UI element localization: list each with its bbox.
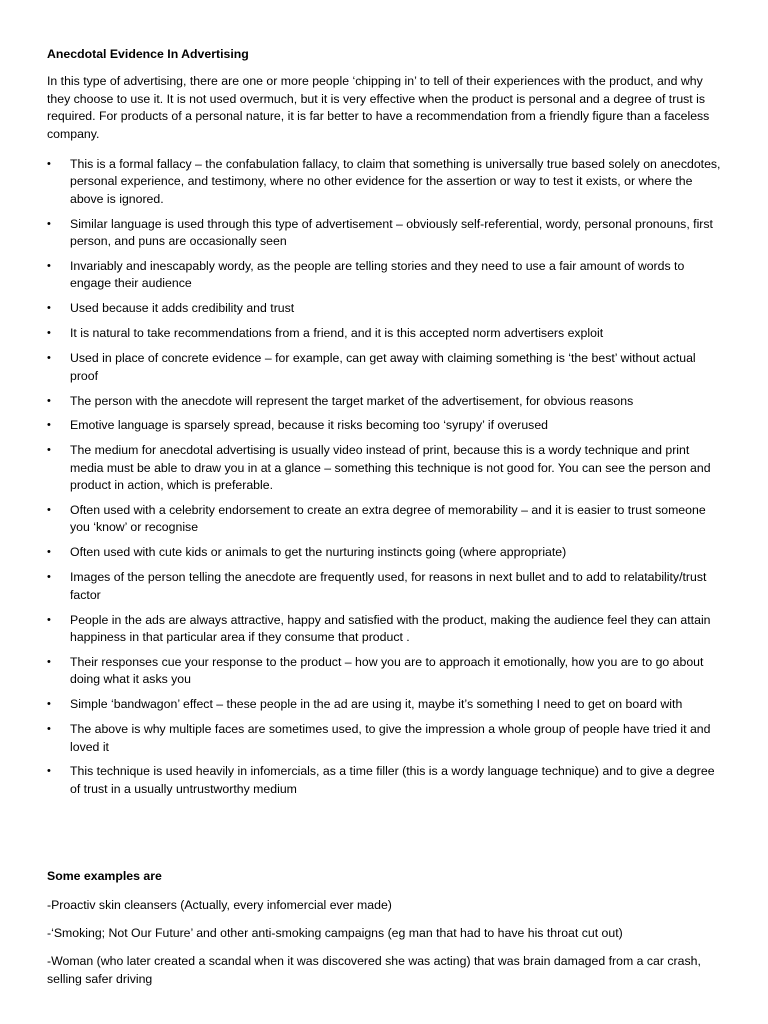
bullet-text: Their responses cue your response to the product – how you are to approach it emotionally, how you are to go about doing what it asks you — [70, 654, 704, 687]
bullet-icon: • — [47, 546, 51, 559]
bullet-text: Used because it adds credibility and trust — [70, 301, 295, 316]
bullet-text: Invariably and inescapably wordy, as the people are telling stories and they need to use a fair amount of words to engage their audience — [70, 259, 685, 291]
bullet-icon: • — [47, 698, 51, 711]
bullet-item — [47, 325, 723, 342]
bullet-item — [47, 350, 723, 385]
bullet-item — [47, 502, 723, 537]
bullet-text: Simple ‘bandwagon’ effect – these people in the ad are using it, maybe it’s something I need to get on board with — [70, 697, 683, 712]
bullet-text: The medium for anecdotal advertising is usually video instead of print, because this is a wordy technique and print media must be able to draw you in at a glance – something this technique is not good for. You can see the person and product in action, which is preferable. — [70, 443, 711, 493]
bullet-item — [47, 721, 723, 756]
bullet-item — [47, 696, 723, 713]
bullet-text: Often used with a celebrity endorsement to create an extra degree of memorability – and it is easier to trust someone you ‘know’ or recognise — [70, 503, 706, 535]
bullet-icon: • — [47, 613, 51, 626]
bullet-icon: • — [47, 765, 51, 778]
bullet-icon: • — [47, 444, 51, 457]
bullet-icon: • — [47, 394, 51, 407]
example-item: -Proactiv skin cleansers (Actually, every infomercial ever made) — [47, 897, 392, 912]
bullet-text: This is a formal fallacy – the confabulation fallacy, to claim that something is universally true based solely on anecdotes, personal experience, and testimony, where no other evidence for the assertion or way to test it exists, or where the above is ignored. — [70, 157, 721, 206]
bullet-item — [47, 156, 723, 208]
bullet-icon: • — [47, 327, 51, 340]
bullet-icon: • — [47, 217, 51, 230]
bullet-icon: • — [47, 352, 51, 365]
document-page — [47, 46, 723, 999]
bullet-item — [47, 612, 723, 647]
bullet-text: It is natural to take recommendations from a friend, and it is this accepted norm advertisers exploit — [70, 326, 604, 341]
bullet-text: Images of the person telling the anecdote are frequently used, for reasons in next bullet and to add to relatability/trust factor — [70, 570, 707, 602]
bullet-icon: • — [47, 260, 51, 273]
bullet-text: Often used with cute kids or animals to get the nurturing instincts going (where appropriate) — [70, 545, 567, 560]
bullet-text: People in the ads are always attractive, happy and satisfied with the product, making the audience feel they can attain happiness in that particular area if they consume that product . — [70, 612, 711, 644]
example-item: -‘Smoking; Not Our Future’ and other anti-smoking campaigns (eg man that had to have his throat cut out) — [47, 926, 623, 941]
bullet-icon: • — [47, 302, 51, 315]
bullet-text: This technique is used heavily in infomercials, as a time filler (this is a wordy language technique) and to give a degree of trust in a usually untrustworthy medium — [70, 764, 715, 796]
examples-heading: Some examples are — [47, 869, 162, 884]
intro-paragraph: In this type of advertising, there are one or more people ‘chipping in’ to tell of their experiences with the product, and why they choose to use it. It is not used overmuch, but it is very effective when the product is personal and a degree of trust is required. For products of a personal nature, it is far better to have a recommendation from a friendly figure than a faceless company. — [47, 74, 710, 141]
example-item: -Woman (who later created a scandal when it was discovered she was acting) that was brain damaged from a car crash, selling safer driving — [47, 954, 701, 986]
bullet-item — [47, 216, 723, 251]
document-title: Anecdotal Evidence In Advertising — [47, 47, 249, 61]
bullet-text: Used in place of concrete evidence – for example, can get away with claiming something is ‘the best’ without actual proof — [70, 351, 696, 383]
bullet-item — [47, 442, 723, 494]
bullet-text: Similar language is used through this type of advertisement – obviously self-referential, wordy, personal pronouns, first person, and puns are occasionally seen — [70, 216, 713, 249]
bullet-text: The person with the anecdote will represent the target market of the advertisement, for obvious reasons — [70, 393, 634, 408]
bullet-item — [47, 544, 723, 561]
bullet-text: The above is why multiple faces are sometimes used, to give the impression a whole group of people have tried it and loved it — [70, 722, 711, 754]
bullet-icon: • — [47, 158, 51, 171]
bullet-icon: • — [47, 504, 51, 517]
bullet-icon: • — [47, 571, 51, 584]
bullet-item — [47, 300, 723, 317]
bullet-icon: • — [47, 723, 51, 736]
bullet-item — [47, 393, 723, 410]
bullet-text: Emotive language is sparsely spread, because it risks becoming too ‘syrupy’ if overused — [70, 418, 548, 433]
bullet-icon: • — [47, 655, 51, 668]
bullet-item — [47, 654, 723, 689]
bullet-item — [47, 258, 723, 293]
bullet-item — [47, 763, 723, 798]
bullet-list — [47, 156, 723, 798]
bullet-item — [47, 569, 723, 604]
bullet-item — [47, 417, 723, 434]
bullet-icon: • — [47, 419, 51, 432]
